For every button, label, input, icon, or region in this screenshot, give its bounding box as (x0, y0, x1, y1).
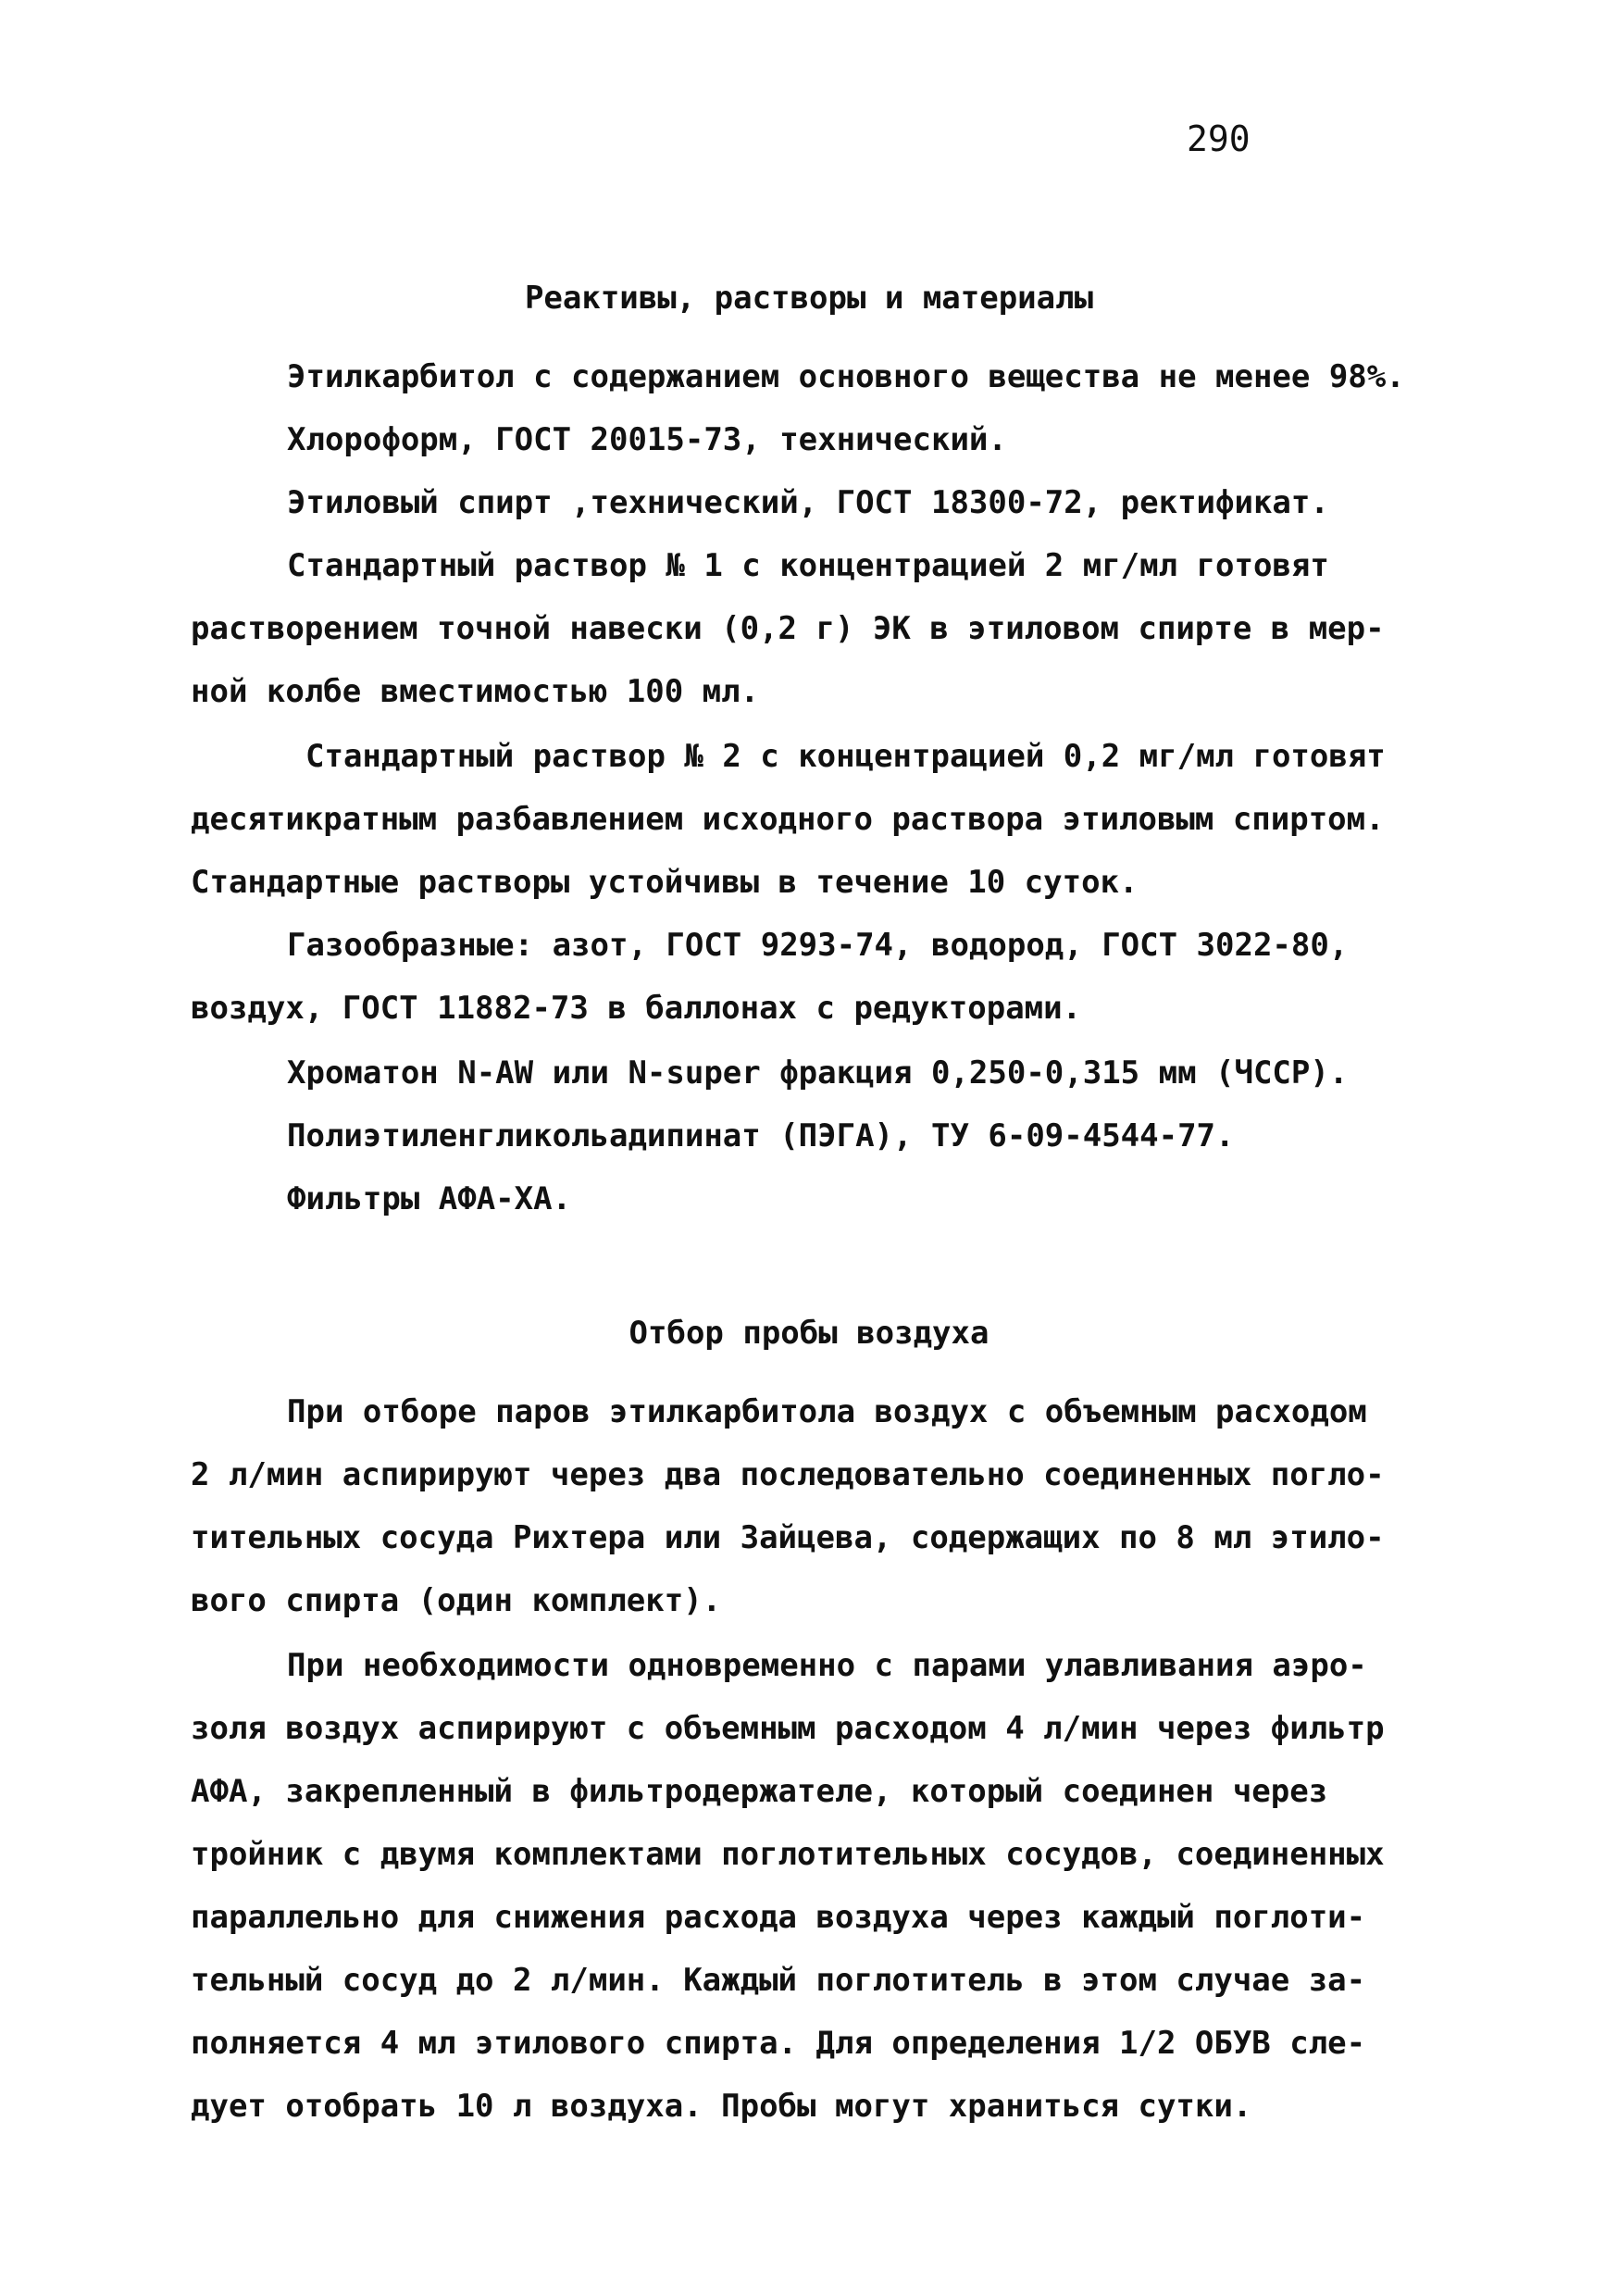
paragraph-line: При отборе паров этилкарбитола воздух с объемным расходом (287, 1393, 1367, 1430)
paragraph-line: Этиловый спирт ,технический, ГОСТ 18300-72, ректификат. (287, 484, 1329, 521)
page-number: 290 (1187, 119, 1251, 159)
paragraph-line: Фильтры АФА-ХА. (287, 1180, 572, 1217)
paragraph-line: Хлороформ, ГОСТ 20015-73, технический. (287, 421, 1007, 458)
paragraph-line: Стандартный раствор № 1 с концентрацией 2 мг/мл готовят (287, 547, 1329, 584)
paragraph-line: вого спирта (один комплект). (191, 1582, 722, 1619)
paragraph-line: десятикратным разбавлением исходного раствора этиловым спиртом. (191, 801, 1385, 838)
section-heading-reagents: Реактивы, растворы и материалы (524, 280, 1094, 317)
paragraph-line: растворением точной навески (0,2 г) ЭК в этиловом спирте в мер- (191, 610, 1385, 647)
paragraph-line: полняется 4 мл этилового спирта. Для определения 1/2 ОБУВ сле- (191, 2025, 1366, 2062)
paragraph-line: 2 л/мин аспирируют через два последовательно соединенных погло- (191, 1456, 1385, 1493)
paragraph-line: дует отобрать 10 л воздуха. Пробы могут храниться сутки. (191, 2088, 1252, 2125)
paragraph-line: Газообразные: азот, ГОСТ 9293-74, водород, ГОСТ 3022-80, (287, 927, 1349, 964)
paragraph-line: ной колбе вместимостью 100 мл. (191, 673, 760, 710)
paragraph-line: При необходимости одновременно с парами улавливания аэро- (287, 1647, 1367, 1684)
paragraph-line: АФА, закрепленный в фильтродержателе, который соединен через (191, 1773, 1328, 1810)
paragraph-line: тройник с двумя комплектами поглотительных сосудов, соединенных (191, 1836, 1385, 1873)
paragraph-line: золя воздух аспирируют с объемным расходом 4 л/мин через фильтр (191, 1710, 1385, 1747)
paragraph-line: Стандартный раствор № 2 с концентрацией 0,2 мг/мл готовят (305, 738, 1386, 775)
paragraph-line: параллельно для снижения расхода воздуха через каждый поглоти- (191, 1899, 1366, 1936)
paragraph-line: Хроматон N-AW или N-super фракция 0,250-0,315 мм (ЧССР). (287, 1054, 1349, 1092)
paragraph-line: Полиэтиленгликольадипинат (ПЭГА), ТУ 6-09-4544-77. (287, 1117, 1235, 1154)
paragraph-line: воздух, ГОСТ 11882-73 в баллонах с редукторами. (191, 990, 1082, 1027)
paragraph-line: Этилкарбитол с содержанием основного вещества не менее 98%. (287, 358, 1405, 395)
paragraph-line: тительных сосуда Рихтера или Зайцева, содержащих по 8 мл этило- (191, 1519, 1385, 1556)
paragraph-line: тельный сосуд до 2 л/мин. Каждый поглотитель в этом случае за- (191, 1962, 1366, 1999)
paragraph-line: Стандартные растворы устойчивы в течение 10 суток. (191, 864, 1139, 901)
section-heading-air-sampling: Отбор пробы воздуха (629, 1315, 989, 1352)
